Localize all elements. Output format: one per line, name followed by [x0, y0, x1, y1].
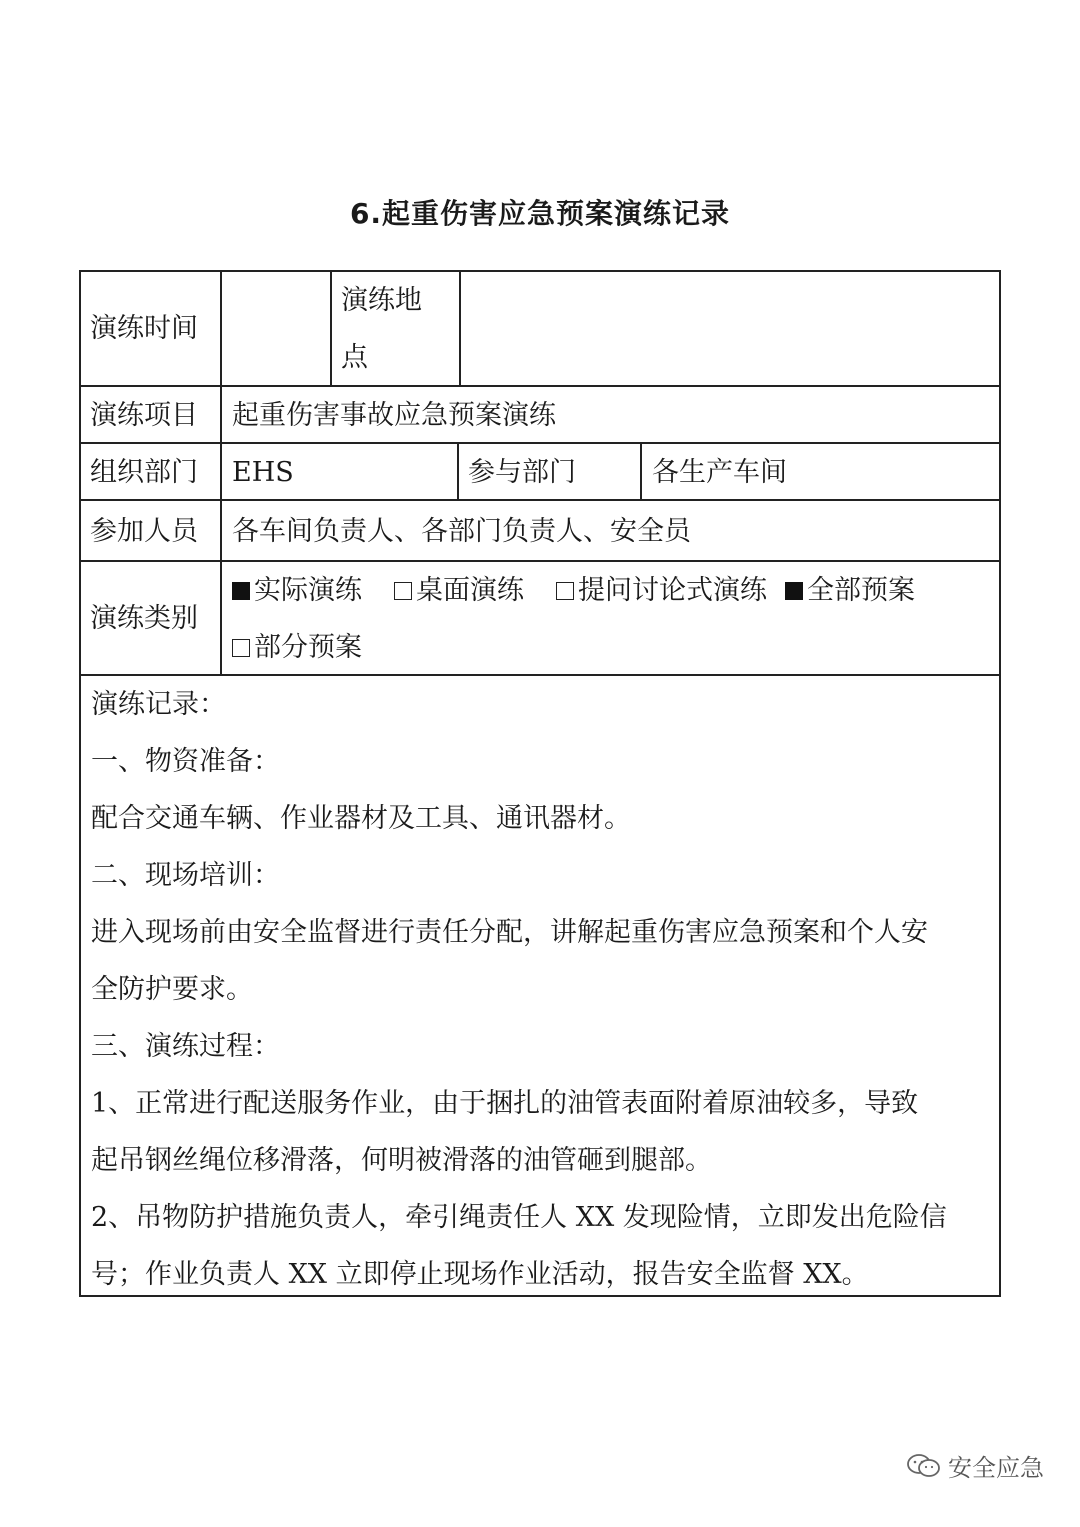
page-title: 6.起重伤害应急预案演练记录 — [349, 197, 731, 230]
option-partial-plan[interactable] — [232, 632, 362, 663]
option-label: 桌面演练 — [416, 575, 524, 606]
checkbox-checked-icon[interactable] — [232, 582, 250, 600]
checkbox-unchecked-icon[interactable] — [556, 582, 574, 600]
category-label — [81, 562, 220, 674]
record-line: 一、物资准备： — [91, 746, 280, 777]
personnel-value: 各车间负责人、各部门负责人、安全员 — [232, 516, 691, 547]
category-label-text: 演练类别 — [90, 602, 198, 634]
time-label — [81, 272, 220, 385]
personnel-label: 参加人员 — [90, 516, 198, 547]
org-value: EHS — [232, 457, 294, 488]
time-label-text: 演练时间 — [90, 313, 198, 344]
checkbox-unchecked-icon[interactable] — [394, 582, 412, 600]
record-line: 进入现场前由安全监督进行责任分配，讲解起重伤害应急预案和个人安 — [91, 917, 928, 948]
location-label-line1: 演练地 — [341, 285, 422, 316]
record-line: 配合交通车辆、作业器材及工具、通讯器材。 — [91, 803, 631, 834]
category-options-row-1 — [232, 562, 915, 619]
participate-dept-label: 参与部门 — [468, 457, 576, 488]
record-line: 全防护要求。 — [91, 974, 253, 1005]
option-label: 提问讨论式演练 — [578, 575, 767, 606]
category-options — [222, 562, 999, 674]
option-tabletop-drill[interactable] — [394, 575, 524, 606]
option-full-plan[interactable] — [785, 575, 915, 606]
watermark — [906, 1448, 1044, 1483]
time-value[interactable] — [222, 272, 330, 385]
option-actual-drill[interactable] — [232, 575, 362, 606]
project-label: 演练项目 — [90, 400, 198, 431]
location-label — [332, 272, 459, 385]
location-label-line2: 点 — [341, 342, 368, 373]
checkbox-unchecked-icon[interactable] — [232, 639, 250, 657]
drill-record-section — [81, 676, 999, 1295]
category-options-row-2 — [232, 619, 394, 676]
option-discussion-drill[interactable] — [556, 575, 767, 606]
record-line: 三、演练过程： — [91, 1031, 280, 1062]
location-value[interactable] — [461, 272, 999, 385]
record-heading: 演练记录： — [91, 689, 226, 720]
checkbox-checked-icon[interactable] — [785, 582, 803, 600]
record-line: 起吊钢丝绳位移滑落，何明被滑落的油管砸到腿部。 — [91, 1145, 712, 1176]
row-divider — [81, 499, 999, 501]
record-line: 二、现场培训： — [91, 860, 280, 891]
drill-record-form — [79, 270, 1001, 1297]
option-label: 全部预案 — [807, 575, 915, 606]
record-line: 号；作业负责人 XX 立即停止现场作业活动，报告安全监督 XX。 — [91, 1259, 869, 1290]
org-label: 组织部门 — [90, 457, 198, 488]
project-value: 起重伤害事故应急预案演练 — [232, 400, 556, 431]
option-label: 实际演练 — [254, 575, 362, 606]
record-line: 2、吊物防护措施负责人，牵引绳责任人 XX 发现险情，立即发出危险信 — [91, 1202, 947, 1233]
option-label: 部分预案 — [254, 632, 362, 663]
record-line: 1、正常进行配送服务作业，由于捆扎的油管表面附着原油较多，导致 — [91, 1088, 919, 1119]
watermark-text: 安全应急 — [948, 1454, 1044, 1482]
wechat-icon — [906, 1453, 942, 1479]
participate-dept-value: 各生产车间 — [652, 457, 787, 488]
